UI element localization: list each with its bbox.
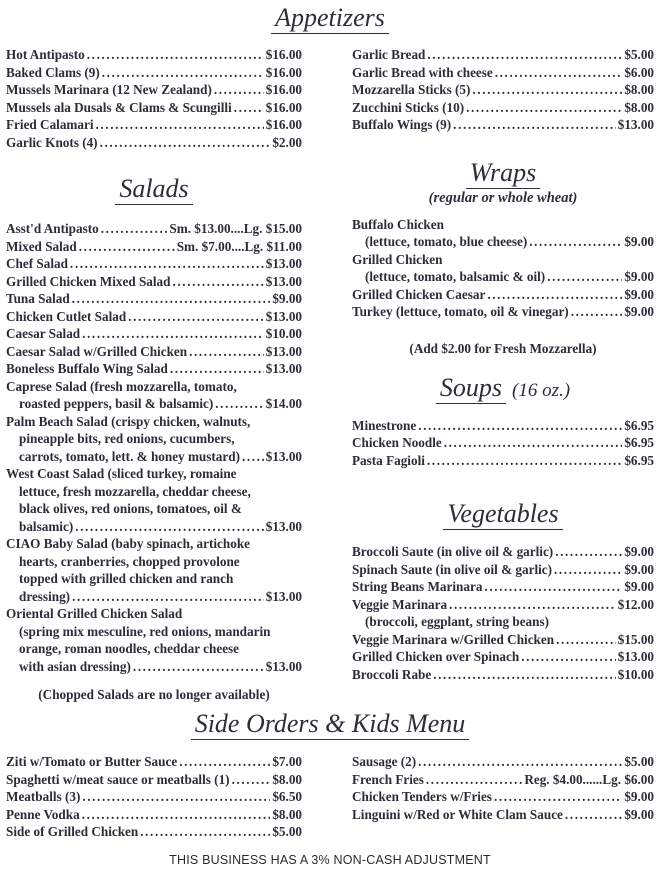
item-name: Buffalo Chicken bbox=[352, 216, 444, 232]
menu-item bbox=[6, 500, 302, 518]
dot-leader bbox=[556, 631, 616, 649]
menu-item bbox=[6, 273, 302, 291]
dot-leader bbox=[101, 220, 168, 238]
menu-item bbox=[6, 325, 302, 343]
menu-item bbox=[6, 395, 302, 413]
item-name: Oriental Grilled Chicken Salad bbox=[6, 606, 183, 621]
menu-item bbox=[352, 452, 654, 470]
menu-item bbox=[6, 255, 302, 273]
item-name: lettuce, fresh mozzarella, cheddar cheese, bbox=[19, 483, 251, 499]
dot-leader bbox=[87, 46, 264, 64]
menu-item bbox=[6, 623, 302, 641]
item-price: $9.00 bbox=[624, 269, 654, 284]
sides-left-list bbox=[6, 753, 302, 841]
menu-item bbox=[352, 753, 654, 771]
item-name: Hot Antipasto bbox=[6, 47, 85, 62]
item-price: $6.95 bbox=[624, 435, 654, 450]
item-price: $5.00 bbox=[624, 47, 654, 62]
salads-note: (Chopped Salads are no longer available) bbox=[38, 687, 270, 702]
dot-leader bbox=[214, 81, 264, 99]
dot-leader bbox=[449, 596, 616, 614]
item-price: Sm. $7.00....Lg. $11.00 bbox=[176, 238, 302, 254]
dot-leader bbox=[453, 116, 616, 134]
item-price: $13.00 bbox=[265, 343, 302, 359]
item-name: French Fries bbox=[352, 771, 424, 787]
item-price: $6.95 bbox=[624, 452, 654, 468]
item-price: $7.00 bbox=[272, 754, 302, 769]
menu-item bbox=[6, 413, 302, 431]
item-price: $9.00 bbox=[272, 291, 302, 306]
item-price: $13.00 bbox=[265, 658, 302, 674]
item-name: (lettuce, tomato, blue cheese) bbox=[365, 234, 528, 249]
vegetables-section-title bbox=[352, 500, 654, 530]
item-price: $8.00 bbox=[272, 806, 302, 822]
item-name: Garlic Bread with cheese bbox=[352, 64, 493, 80]
item-name: Mussels ala Dusals & Clams & Scungilli bbox=[6, 99, 232, 115]
dot-leader bbox=[484, 578, 622, 596]
dot-leader bbox=[215, 395, 263, 413]
dot-leader bbox=[82, 788, 270, 806]
item-name: Chef Salad bbox=[6, 256, 68, 271]
soups-title-text: Soups bbox=[436, 374, 506, 404]
soups-section-title bbox=[352, 374, 654, 404]
item-name: carrots, tomato, lett. & honey mustard) bbox=[19, 448, 240, 464]
dot-leader bbox=[96, 116, 264, 134]
item-name: String Beans Marinara bbox=[352, 579, 483, 594]
item-name: Garlic Knots (4) bbox=[6, 134, 98, 150]
item-name: Caprese Salad (fresh mozzarella, tomato, bbox=[6, 378, 237, 394]
item-name: Spinach Saute (in olive oil & garlic) bbox=[352, 561, 553, 577]
menu-item bbox=[6, 771, 302, 789]
menu-columns bbox=[0, 46, 660, 703]
menu-item bbox=[6, 46, 302, 64]
menu-item bbox=[352, 268, 654, 286]
menu-item bbox=[352, 251, 654, 269]
menu-item bbox=[6, 290, 302, 308]
salads-list bbox=[6, 220, 302, 675]
item-price: $13.00 bbox=[265, 256, 302, 271]
item-price: $9.00 bbox=[624, 789, 654, 804]
sides-section-title bbox=[0, 710, 660, 740]
menu-item bbox=[6, 605, 302, 623]
dot-leader bbox=[529, 233, 622, 251]
menu-item bbox=[6, 116, 302, 134]
dot-leader bbox=[487, 286, 622, 304]
wraps-subtitle: (regular or whole wheat) bbox=[428, 189, 578, 206]
item-name: pineapple bits, red onions, cucumbers, bbox=[19, 431, 235, 446]
menu-item bbox=[352, 806, 654, 824]
item-name: Pasta Fagioli bbox=[352, 452, 425, 468]
non-cash-adjustment-notice: THIS BUSINESS HAS A 3% NON-CASH ADJUSTMENT bbox=[169, 852, 491, 867]
item-price: $5.00 bbox=[624, 754, 654, 769]
item-name: Boneless Buffalo Wing Salad bbox=[6, 361, 168, 376]
item-name: Turkey (lettuce, tomato, oil & vinegar) bbox=[352, 304, 569, 319]
dot-leader bbox=[444, 434, 623, 452]
item-name: Tuna Salad bbox=[6, 291, 70, 306]
dot-leader bbox=[232, 771, 271, 789]
item-price: $8.00 bbox=[624, 99, 654, 115]
menu-item bbox=[352, 64, 654, 82]
dot-leader bbox=[75, 518, 264, 536]
item-price: $8.00 bbox=[272, 771, 302, 787]
item-price: $6.00 bbox=[624, 64, 654, 80]
item-price: $9.00 bbox=[624, 806, 654, 822]
item-price: $13.00 bbox=[265, 308, 302, 324]
menu-item bbox=[352, 233, 654, 251]
menu-item bbox=[6, 378, 302, 396]
item-name: topped with grilled chicken and ranch bbox=[19, 571, 234, 586]
item-name: Veggie Marinara w/Grilled Chicken bbox=[352, 631, 555, 647]
dot-leader bbox=[427, 452, 622, 470]
item-name: (lettuce, tomato, balsamic & oil) bbox=[365, 269, 546, 284]
item-price: $2.00 bbox=[272, 134, 302, 150]
item-price: Reg. $4.00......Lg. $6.00 bbox=[524, 771, 654, 787]
wraps-list bbox=[352, 216, 654, 321]
menu-item bbox=[352, 543, 654, 561]
dot-leader bbox=[418, 417, 622, 435]
item-price: $16.00 bbox=[265, 82, 302, 97]
menu-item bbox=[352, 286, 654, 304]
item-name: Garlic Bread bbox=[352, 47, 426, 62]
dot-leader bbox=[433, 666, 616, 684]
dot-leader bbox=[173, 273, 264, 291]
item-name: Broccoli Rabe bbox=[352, 666, 432, 682]
menu-item bbox=[352, 666, 654, 684]
menu-item bbox=[352, 788, 654, 806]
item-name: Buffalo Wings (9) bbox=[352, 117, 452, 132]
item-name: Minestrone bbox=[352, 417, 417, 433]
item-price: $15.00 bbox=[617, 631, 654, 647]
item-name: Grilled Chicken over Spinach bbox=[352, 649, 520, 664]
menu-item bbox=[352, 216, 654, 234]
menu-item bbox=[6, 483, 302, 501]
dot-leader bbox=[565, 806, 622, 824]
menu-item bbox=[6, 553, 302, 571]
menu-item bbox=[352, 578, 654, 596]
item-name: West Coast Salad (sliced turkey, romaine bbox=[6, 466, 237, 481]
dot-leader bbox=[472, 81, 622, 99]
vegetables-list bbox=[352, 543, 654, 683]
dot-leader bbox=[242, 448, 264, 466]
item-price: $13.00 bbox=[265, 518, 302, 534]
menu-item bbox=[6, 640, 302, 658]
menu-item bbox=[6, 753, 302, 771]
item-name: Mussels Marinara (12 New Zealand) bbox=[6, 82, 212, 97]
dot-leader bbox=[426, 771, 522, 789]
salads-section-title bbox=[6, 175, 302, 205]
menu-item bbox=[6, 343, 302, 361]
item-price: $13.00 bbox=[265, 361, 302, 376]
item-name: Broccoli Saute (in olive oil & garlic) bbox=[352, 544, 554, 559]
dot-leader bbox=[554, 561, 622, 579]
menu-item bbox=[6, 658, 302, 676]
item-price: $9.00 bbox=[624, 561, 654, 577]
menu-item bbox=[6, 99, 302, 117]
salads-title-text: Salads bbox=[115, 175, 192, 205]
soups-list bbox=[352, 417, 654, 470]
item-name: orange, roman noodles, cheddar cheese bbox=[19, 641, 240, 656]
left-column bbox=[6, 46, 302, 703]
dot-leader bbox=[179, 753, 270, 771]
menu-item bbox=[6, 823, 302, 841]
dot-leader bbox=[189, 343, 264, 361]
menu-item bbox=[6, 238, 302, 256]
menu-item bbox=[352, 99, 654, 117]
wraps-title-text: Wraps bbox=[466, 159, 540, 189]
dot-leader bbox=[555, 543, 622, 561]
item-price: $16.00 bbox=[265, 64, 302, 80]
item-price: $9.00 bbox=[624, 234, 654, 249]
item-name: Asst'd Antipasto bbox=[6, 221, 99, 236]
appetizers-left-list bbox=[6, 46, 302, 151]
item-name: CIAO Baby Salad (baby spinach, artichoke bbox=[6, 536, 251, 551]
wraps-section-title bbox=[352, 159, 654, 189]
menu-item bbox=[352, 613, 654, 631]
dot-leader bbox=[427, 46, 622, 64]
menu-item bbox=[352, 648, 654, 666]
dot-leader bbox=[133, 658, 264, 676]
item-price: $9.00 bbox=[624, 286, 654, 302]
appetizers-section-title bbox=[0, 4, 660, 34]
item-name: Palm Beach Salad (crispy chicken, walnuts, bbox=[6, 413, 251, 429]
menu-item bbox=[352, 81, 654, 99]
menu-item bbox=[352, 434, 654, 452]
item-name: hearts, cranberries, chopped provolone bbox=[19, 553, 240, 569]
menu-item bbox=[6, 430, 302, 448]
item-name: Linguini w/Red or White Clam Sauce bbox=[352, 806, 563, 822]
item-price: $16.00 bbox=[265, 99, 302, 115]
item-price: Sm. $13.00....Lg. $15.00 bbox=[169, 221, 302, 236]
menu-item bbox=[6, 220, 302, 238]
menu-item bbox=[6, 518, 302, 536]
item-price: $12.00 bbox=[617, 596, 654, 612]
vegetables-title-text: Vegetables bbox=[443, 500, 562, 530]
item-price: $13.00 bbox=[265, 448, 302, 464]
appetizers-right-list bbox=[352, 46, 654, 134]
dot-leader bbox=[495, 64, 623, 82]
menu-item bbox=[6, 535, 302, 553]
soups-title-suffix: (16 oz.) bbox=[512, 379, 571, 401]
appetizers-title-text: Appetizers bbox=[271, 4, 389, 34]
item-name: Fried Calamari bbox=[6, 117, 94, 132]
item-price: $10.00 bbox=[265, 326, 302, 341]
sides-columns bbox=[0, 753, 660, 841]
item-price: $14.00 bbox=[265, 396, 302, 411]
item-price: $9.00 bbox=[624, 304, 654, 319]
item-name: Baked Clams (9) bbox=[6, 64, 100, 80]
menu-item bbox=[6, 788, 302, 806]
right-column bbox=[352, 46, 654, 703]
dot-leader bbox=[82, 806, 271, 824]
dot-leader bbox=[466, 99, 622, 117]
dot-leader bbox=[418, 753, 622, 771]
item-price: $6.50 bbox=[272, 789, 302, 804]
item-name: Caesar Salad w/Grilled Chicken bbox=[6, 343, 188, 359]
menu-item bbox=[6, 308, 302, 326]
item-price: $9.00 bbox=[624, 544, 654, 559]
menu-item bbox=[352, 631, 654, 649]
menu-item bbox=[352, 46, 654, 64]
sides-title-text: Side Orders & Kids Menu bbox=[191, 710, 470, 740]
item-name: Side of Grilled Chicken bbox=[6, 824, 139, 839]
item-name: roasted peppers, basil & balsamic) bbox=[19, 396, 214, 411]
item-name: Sausage (2) bbox=[352, 754, 417, 769]
dot-leader bbox=[521, 648, 616, 666]
dot-leader bbox=[571, 303, 623, 321]
item-name: dressing) bbox=[19, 588, 71, 604]
menu-item bbox=[6, 64, 302, 82]
item-price: $8.00 bbox=[624, 82, 654, 97]
item-price: $13.00 bbox=[617, 117, 654, 132]
menu-item bbox=[6, 570, 302, 588]
item-price: $13.00 bbox=[265, 273, 302, 289]
item-price: $6.95 bbox=[624, 417, 654, 433]
item-price: $16.00 bbox=[265, 117, 302, 132]
sides-right-list bbox=[352, 753, 654, 841]
dot-leader bbox=[79, 238, 175, 256]
item-name: balsamic) bbox=[19, 518, 74, 534]
menu-item bbox=[352, 417, 654, 435]
item-name: Grilled Chicken Mixed Salad bbox=[6, 273, 171, 289]
item-name: Chicken Cutlet Salad bbox=[6, 308, 127, 324]
item-name: Penne Vodka bbox=[6, 806, 80, 822]
dot-leader bbox=[494, 788, 622, 806]
dot-leader bbox=[234, 99, 264, 117]
item-price: $10.00 bbox=[617, 666, 654, 682]
item-name: Meatballs (3) bbox=[6, 789, 81, 804]
dot-leader bbox=[140, 823, 270, 841]
item-name: Spaghetti w/meat sauce or meatballs (1) bbox=[6, 771, 230, 787]
item-name: Mozzarella Sticks (5) bbox=[352, 82, 471, 97]
menu-item bbox=[6, 448, 302, 466]
item-name: black olives, red onions, tomatoes, oil & bbox=[19, 501, 242, 516]
menu-item bbox=[6, 806, 302, 824]
dot-leader bbox=[102, 64, 264, 82]
dot-leader bbox=[128, 308, 264, 326]
menu-item bbox=[352, 561, 654, 579]
menu-item bbox=[6, 360, 302, 378]
item-name: Caesar Salad bbox=[6, 326, 81, 341]
menu-item bbox=[352, 771, 654, 789]
dot-leader bbox=[170, 360, 264, 378]
item-name: Zucchini Sticks (10) bbox=[352, 99, 465, 115]
dot-leader bbox=[100, 134, 271, 152]
wraps-note: (Add $2.00 for Fresh Mozzarella) bbox=[409, 340, 597, 356]
menu-item bbox=[6, 134, 302, 152]
dot-leader bbox=[547, 268, 622, 286]
item-name: Ziti w/Tomato or Butter Sauce bbox=[6, 754, 178, 769]
dot-leader bbox=[70, 255, 264, 273]
item-price: $9.00 bbox=[624, 579, 654, 594]
menu-item bbox=[352, 303, 654, 321]
menu-item bbox=[6, 588, 302, 606]
item-name: Chicken Tenders w/Fries bbox=[352, 789, 492, 804]
menu-item bbox=[352, 116, 654, 134]
item-name: Mixed Salad bbox=[6, 238, 77, 254]
item-price: $16.00 bbox=[265, 47, 302, 62]
dot-leader bbox=[82, 325, 264, 343]
item-name: with asian dressing) bbox=[19, 658, 131, 674]
item-price: $5.00 bbox=[272, 824, 302, 839]
item-name: (broccoli, eggplant, string beans) bbox=[365, 614, 550, 629]
item-price: $13.00 bbox=[265, 588, 302, 604]
item-name: Chicken Noodle bbox=[352, 435, 442, 450]
item-price: $13.00 bbox=[617, 649, 654, 664]
dot-leader bbox=[72, 290, 271, 308]
item-name: Grilled Chicken bbox=[352, 251, 443, 267]
menu-item bbox=[352, 596, 654, 614]
item-name: Veggie Marinara bbox=[352, 596, 448, 612]
menu-item bbox=[6, 81, 302, 99]
item-name: Grilled Chicken Caesar bbox=[352, 286, 486, 302]
menu-item bbox=[6, 465, 302, 483]
dot-leader bbox=[72, 588, 264, 606]
item-name: (spring mix mesculine, red onions, mandarin bbox=[19, 623, 271, 639]
